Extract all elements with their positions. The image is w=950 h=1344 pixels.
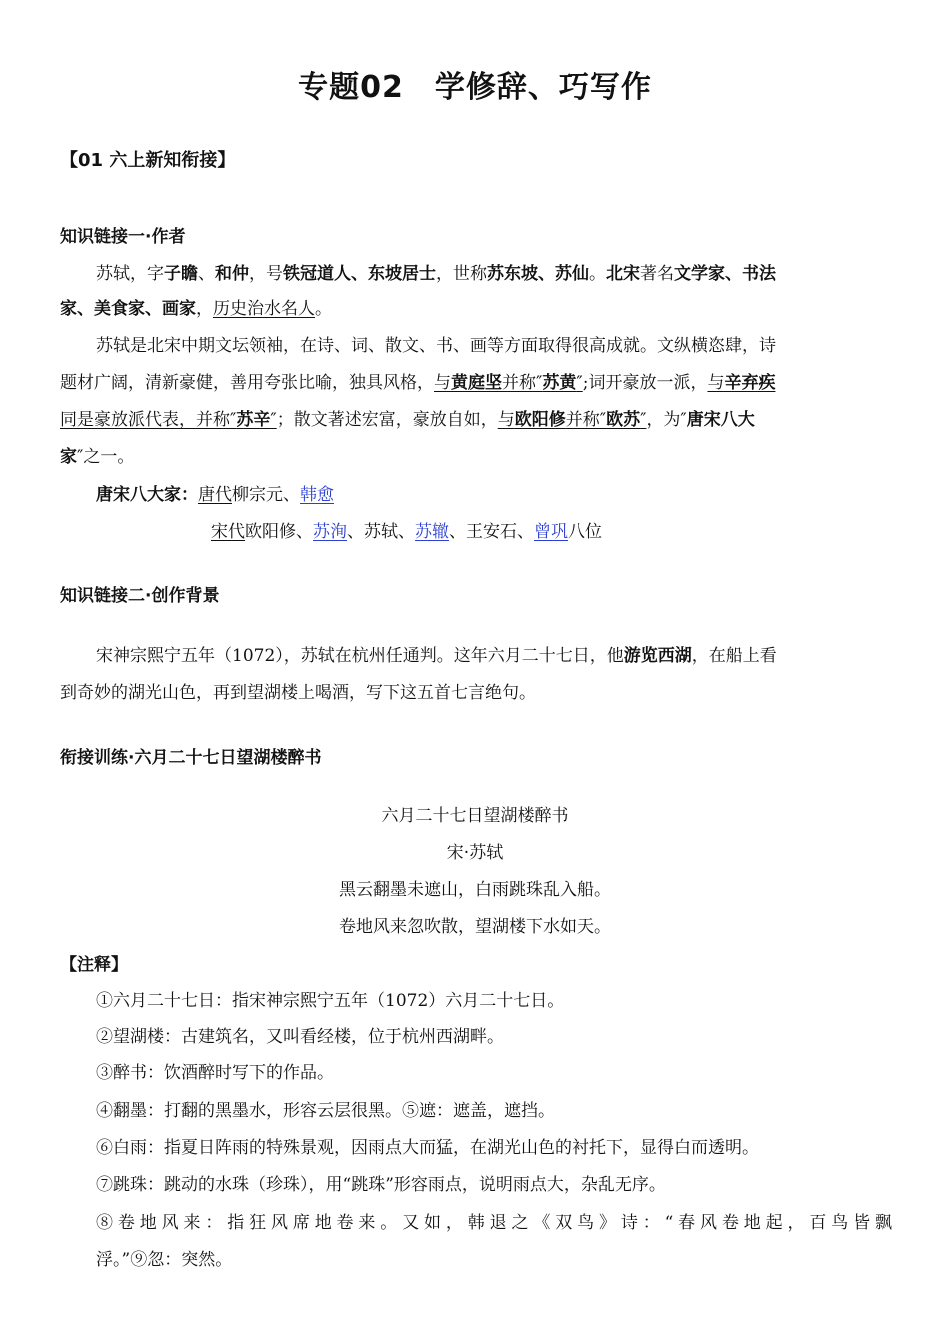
background-line2: 到奇妙的湖光山色，再到望湖楼上喝酒，写下这五首七言绝句。 bbox=[60, 683, 536, 703]
background-line1: 宋神宗熙宁五年（1072），苏轼在杭州任通判。这年六月二十七日，他游览西湖，在船上看 bbox=[96, 646, 777, 666]
author-achievement-line3: 同是豪放派代表，并称″苏辛″；散文著述宏富，豪放自如，与欧阳修并称″欧苏″，为″唐宋八大 bbox=[60, 410, 755, 430]
link2-heading: 知识链接二·创作背景 bbox=[60, 586, 220, 606]
poem-title: 六月二十七日望湖楼醉书 bbox=[381, 806, 569, 826]
eight-masters-tang: 唐宋八大家：唐代柳宗元、韩愈 bbox=[96, 485, 334, 505]
author-intro-line2: 家、美食家、画家，历史治水名人。 bbox=[60, 299, 332, 319]
su-zhe-link[interactable]: 苏辙 bbox=[415, 522, 449, 542]
section-heading: 【01 六上新知衔接】 bbox=[60, 150, 236, 171]
note-2: ②望湖楼：古建筑名，又叫看经楼，位于杭州西湖畔。 bbox=[96, 1027, 504, 1047]
author-intro-line1: 苏轼，字子瞻、和仲，号铁冠道人、东坡居士，世称苏东坡、苏仙。北宋著名文学家、书法 bbox=[96, 264, 776, 284]
zeng-gong-link[interactable]: 曾巩 bbox=[534, 522, 568, 542]
training-heading: 衔接训练·六月二十七日望湖楼醉书 bbox=[60, 748, 322, 768]
note-8-line2: 浮。”⑨忽：突然。 bbox=[96, 1250, 233, 1270]
note-4-5: ④翻墨：打翻的黑墨水，形容云层很黑。⑤遮：遮盖，遮挡。 bbox=[96, 1101, 555, 1121]
han-yu-link[interactable]: 韩愈 bbox=[300, 485, 334, 505]
note-3: ③醉书：饮酒醉时写下的作品。 bbox=[96, 1063, 334, 1083]
poem-line-1: 黑云翻墨未遮山，白雨跳珠乱入船。 bbox=[339, 880, 611, 900]
su-xun-link[interactable]: 苏洵 bbox=[313, 522, 347, 542]
poem-author: 宋·苏轼 bbox=[446, 843, 504, 863]
note-7: ⑦跳珠：跳动的水珠（珍珠），用“跳珠”形容雨点，说明雨点大，杂乱无序。 bbox=[96, 1175, 666, 1195]
author-achievement-line2: 题材广阔，清新豪健，善用夸张比喻，独具风格，与黄庭坚并称″苏黄″;词开豪放一派，与辛弃疾 bbox=[60, 373, 776, 393]
note-8-line1: ⑧卷地风来：指狂风席地卷来。又如，韩退之《双鸟》诗：“春风卷地起，百鸟皆飘 bbox=[96, 1213, 892, 1233]
page-title: 专题02 学修辞、巧写作 bbox=[298, 70, 652, 105]
eight-masters-song: 宋代欧阳修、苏洵、苏轼、苏辙、王安石、曾巩八位 bbox=[211, 522, 602, 542]
poem-line-2: 卷地风来忽吹散，望湖楼下水如天。 bbox=[339, 917, 611, 937]
author-achievement-line1: 苏轼是北宋中期文坛领袖，在诗、词、散文、书、画等方面取得很高成就。文纵横恣肆，诗 bbox=[96, 336, 776, 356]
link1-heading: 知识链接一·作者 bbox=[60, 227, 186, 247]
note-6: ⑥白雨：指夏日阵雨的特殊景观，因雨点大而猛，在湖光山色的衬托下，显得白而透明。 bbox=[96, 1138, 759, 1158]
note-1: ①六月二十七日：指宋神宗熙宁五年（1072）六月二十七日。 bbox=[96, 991, 565, 1011]
author-achievement-line4: 家″之一。 bbox=[60, 447, 135, 467]
notes-heading: 【注释】 bbox=[60, 955, 128, 975]
